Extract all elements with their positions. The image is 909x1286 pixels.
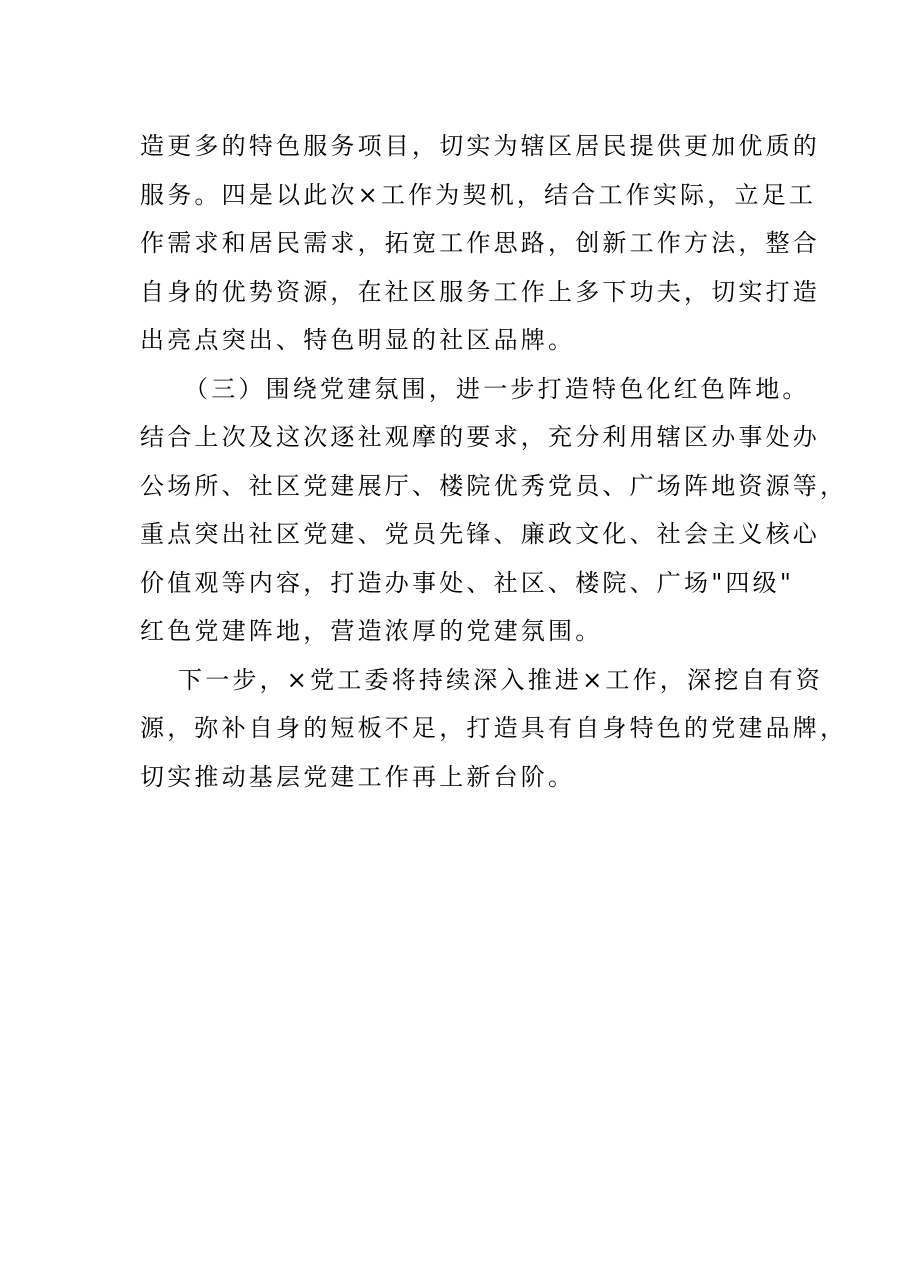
paragraph-line: 服务。四是以此次×工作为契机，结合工作实际，立足工 xyxy=(140,180,817,209)
section-heading: （三）围绕党建氛围，进一步打造特色化红色阵地。 xyxy=(184,374,810,403)
paragraph-line: 重点突出社区党建、党员先锋、廉政文化、社会主义核心 xyxy=(140,520,820,548)
paragraph-line: 红色党建阵地，营造浓厚的党建氛围。 xyxy=(140,617,603,645)
document-body xyxy=(140,122,848,801)
paragraph-line: 下一步，×党工委将持续深入推进×工作，深挖自有资 xyxy=(178,665,824,694)
paragraph-line: 出亮点突出、特色明显的社区品牌。 xyxy=(140,326,576,354)
paragraph-line: 自身的优势资源，在社区服务工作上多下功夫，切实打造 xyxy=(140,277,820,306)
paragraph-line: 结合上次及这次逐社观摩的要求，充分利用辖区办事处办 xyxy=(140,423,820,451)
paragraph-line: 源，弥补自身的短板不足，打造具有自身特色的党建品牌， xyxy=(140,714,848,742)
paragraph-line: 价值观等内容，打造办事处、社区、楼院、广场"四级" xyxy=(140,568,795,597)
paragraph-line: 作需求和居民需求，拓宽工作思路，创新工作方法，整合 xyxy=(140,229,820,257)
paragraph-line: 造更多的特色服务项目，切实为辖区居民提供更加优质的 xyxy=(140,132,820,160)
paragraph-line: 切实推动基层党建工作再上新台阶。 xyxy=(140,762,576,791)
paragraph-line: 公场所、社区党建展厅、楼院优秀党员、广场阵地资源等， xyxy=(140,471,848,500)
